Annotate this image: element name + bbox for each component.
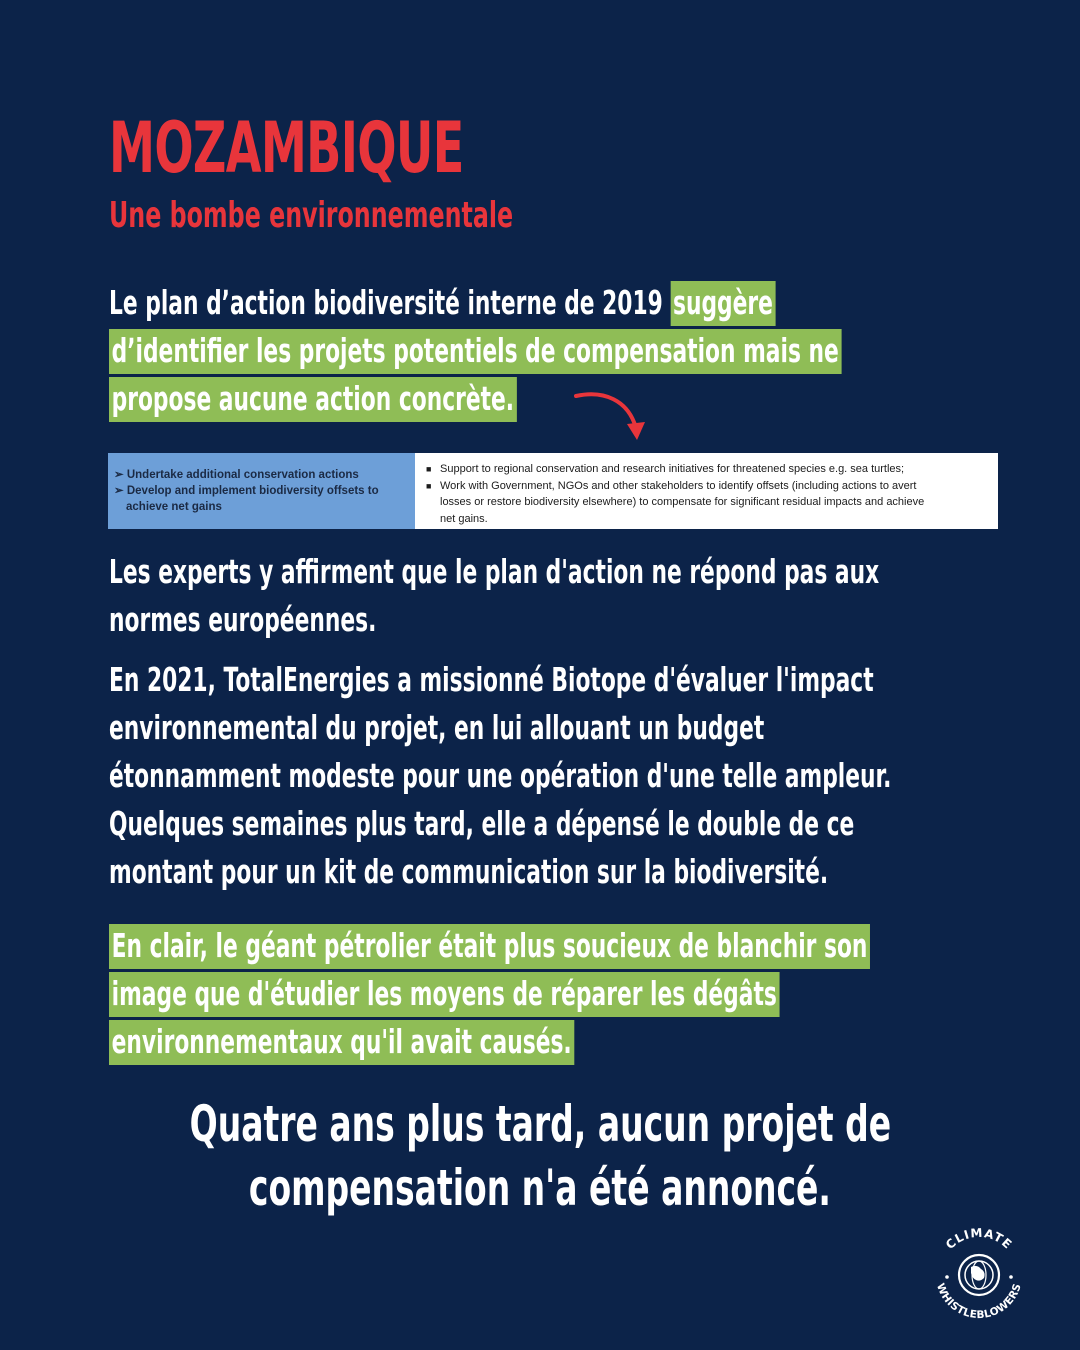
excerpt-objectives: ➢ Undertake additional conservation actions ➢ Develop and implement biodiversity offsets to achieve net gains <box>108 453 418 529</box>
highlight: propose aucune action concrète. <box>109 377 517 422</box>
document-excerpt <box>108 453 998 529</box>
closing-statement <box>0 1092 1080 1220</box>
curved-arrow-icon <box>570 386 660 448</box>
text-line <box>109 327 1080 375</box>
text-line: étonnamment modeste pour une opération d'une telle ampleur. <box>109 756 892 795</box>
svg-text:CLIMATE: CLIMATE <box>942 1225 1016 1252</box>
text-line <box>109 1018 1080 1066</box>
list-item: ■ Work with Government, NGOs and other stakeholders to identify offsets (including actions to avert <box>426 478 988 495</box>
bullet-icon: ■ <box>426 480 432 491</box>
text-line: Quatre ans plus tard, aucun projet de <box>189 1095 891 1153</box>
highlight: suggère <box>670 281 775 326</box>
highlight: image que d'étudier les moyens de réparer les dégâts <box>109 972 779 1017</box>
text-line: Quelques semaines plus tard, elle a dépensé le double de ce <box>109 804 855 843</box>
text-line: normes européennes. <box>109 600 377 639</box>
text-line: Le plan d’action biodiversité interne de 2019 suggère <box>109 279 1080 327</box>
text-line <box>109 922 1080 970</box>
climate-whistleblowers-logo <box>924 1220 1034 1330</box>
paragraph-experts <box>109 548 1080 644</box>
page-title: MOZAMBIQUE <box>109 107 464 189</box>
bullet-icon: ■ <box>426 464 432 474</box>
highlight: En clair, le géant pétrolier était plus soucieux de blanchir son <box>109 924 870 969</box>
text-line: compensation n'a été annoncé. <box>248 1159 832 1217</box>
svg-text:WHISTLEBLOWERS: WHISTLEBLOWERS <box>933 1281 1024 1322</box>
text-line <box>109 970 1080 1018</box>
text-line: Les experts y affirment que le plan d'action ne répond pas aux <box>109 552 880 591</box>
list-item: ■ Support to regional conservation and research initiatives for threatened species e.g. sea turtles; <box>426 461 988 478</box>
text-line: montant pour un kit de communication sur la biodiversité. <box>109 852 829 891</box>
text-line: En 2021, TotalEnergies a missionné Biotope d'évaluer l'impact <box>109 660 874 699</box>
text-line: environnemental du projet, en lui allouant un budget <box>109 708 765 747</box>
excerpt-actions: ■ Support to regional conservation and research initiatives for threatened species e.g. sea turtles; ■ Work with Government, NGOs and other stakeholders to identify offsets (including actions to avert losses or restore biodiversity elsewhere) to compensate for significant residual impacts and achieve net gains. <box>418 453 998 529</box>
paragraph-biotope <box>109 656 1080 896</box>
highlight: d’identifier les projets potentiels de compensation mais ne <box>109 329 841 374</box>
paragraph-conclusion <box>109 922 1080 1066</box>
highlight: environnementaux qu'il avait causés. <box>109 1020 574 1065</box>
page-subtitle: Une bombe environnementale <box>109 195 514 236</box>
